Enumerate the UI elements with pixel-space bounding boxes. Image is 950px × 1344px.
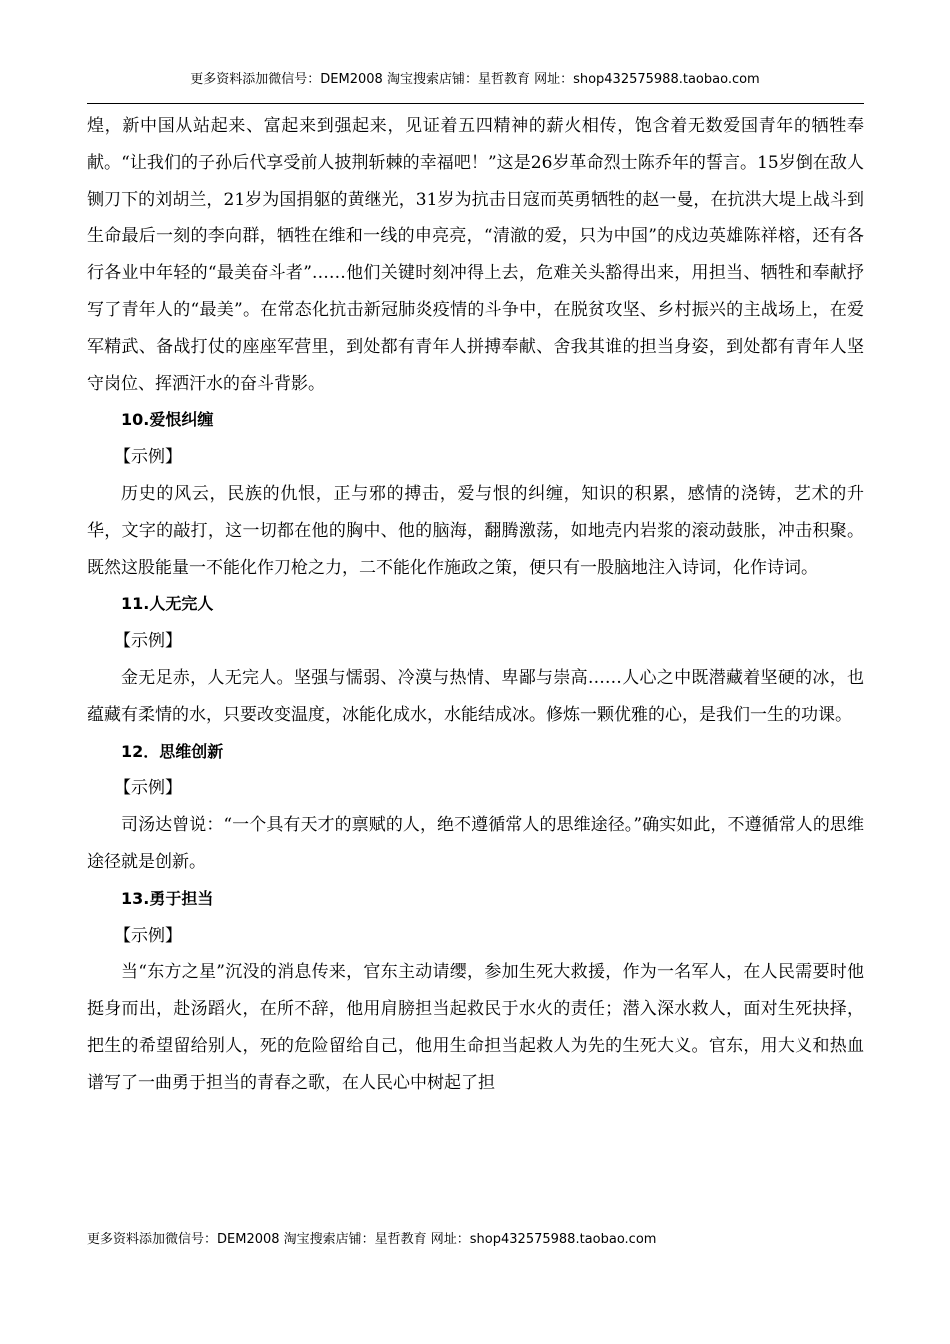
section-text-12: 司汤达曾说：“一个具有天才的禀赋的人，绝不遵循常人的思维途径。”确实如此，不遵循常人的思维途径就是创新。 (87, 815, 864, 872)
example-label-12: 【示例】 (114, 778, 182, 799)
section-heading-10: 10.爱恨纠缠 (121, 410, 214, 430)
page-header: 更多资料添加微信号：DEM2008 淘宝搜索店铺：星哲教育 网址：shop432575988.taobao.com (190, 72, 760, 87)
page-footer: 更多资料添加微信号：DEM2008 淘宝搜索店铺：星哲教育 网址：shop432575988.taobao.com (87, 1232, 657, 1247)
section-heading-13: 13.勇于担当 (121, 888, 214, 908)
section-text-11: 金无足赤，人无完人。坚强与懦弱、冷漠与热情、卑鄙与崇高……人心之中既潜藏着坚硬的冰，也蕴藏有柔情的水，只要改变温度，冰能化成水，水能结成冰。修炼一颗优雅的心，是我们一生的功课。 (87, 667, 864, 725)
section-text-10: 历史的风云，民族的仇恨，正与邪的搏击，爱与恨的纠缠，知识的积累，感情的浇铸，艺术的升华，文字的敲打，这一切都在他的胸中、他的脑海，翻腾激荡，如地壳内岩浆的滚动鼓胀，冲击积聚。既然这股能量一不能化作刀枪之力，二不能化作施政之策，便只有一股脑地注入诗词，化作诗词。 (87, 483, 864, 578)
example-label-11: 【示例】 (114, 631, 182, 652)
section-heading-12: 12．思维创新 (121, 741, 224, 761)
example-label-10: 【示例】 (114, 447, 182, 468)
document-body (87, 108, 864, 1102)
section-text-13: 当“东方之星”沉没的消息传来，官东主动请缨，参加生死大救援，作为一名军人，在人民需要时他挺身而出，赴汤蹈火，在所不辞，他用肩膀担当起救民于水火的责任；潜入深水救人，面对生死抉择，把生的希望留给别人，死的危险留给自己，他用生命担当起救人为先的生死大义。官东，用大义和热血谱写了一曲勇于担当的青春之歌，在人民心中树起了担 (87, 962, 864, 1093)
section-heading-11: 11.人无完人 (121, 594, 214, 614)
intro-paragraph: 煌，新中国从站起来、富起来到强起来，见证着五四精神的薪火相传，饱含着无数爱国青年的牺牲奉献。“让我们的子孙后代享受前人披荆斩棘的幸福吧！”这是26岁革命烈士陈乔年的誓言。15岁倒在敌人铡刀下的刘胡兰，21岁为国捐躯的黄继光，31岁为抗击日寇而英勇牺牲的赵一曼，在抗洪大堤上战斗到生命最后一刻的李向群，牺牲在维和一线的申亮亮，“清澈的爱，只为中国”的戍边英雄陈祥榕，还有各行各业中年轻的“最美奋斗者”……他们关键时刻冲得上去，危难关头豁得出来，用担当、牺牲和奉献抒写了青年人的“最美”。在常态化抗击新冠肺炎疫情的斗争中，在脱贫攻坚、乡村振兴的主战场上，在爱军精武、备战打仗的座座军营里，到处都有青年人拼搏奉献、舍我其谁的担当身姿，到处都有青年人坚守岗位、挥洒汗水的奋斗背影。 (87, 116, 864, 394)
example-label-13: 【示例】 (114, 925, 182, 946)
header-divider (87, 103, 864, 104)
